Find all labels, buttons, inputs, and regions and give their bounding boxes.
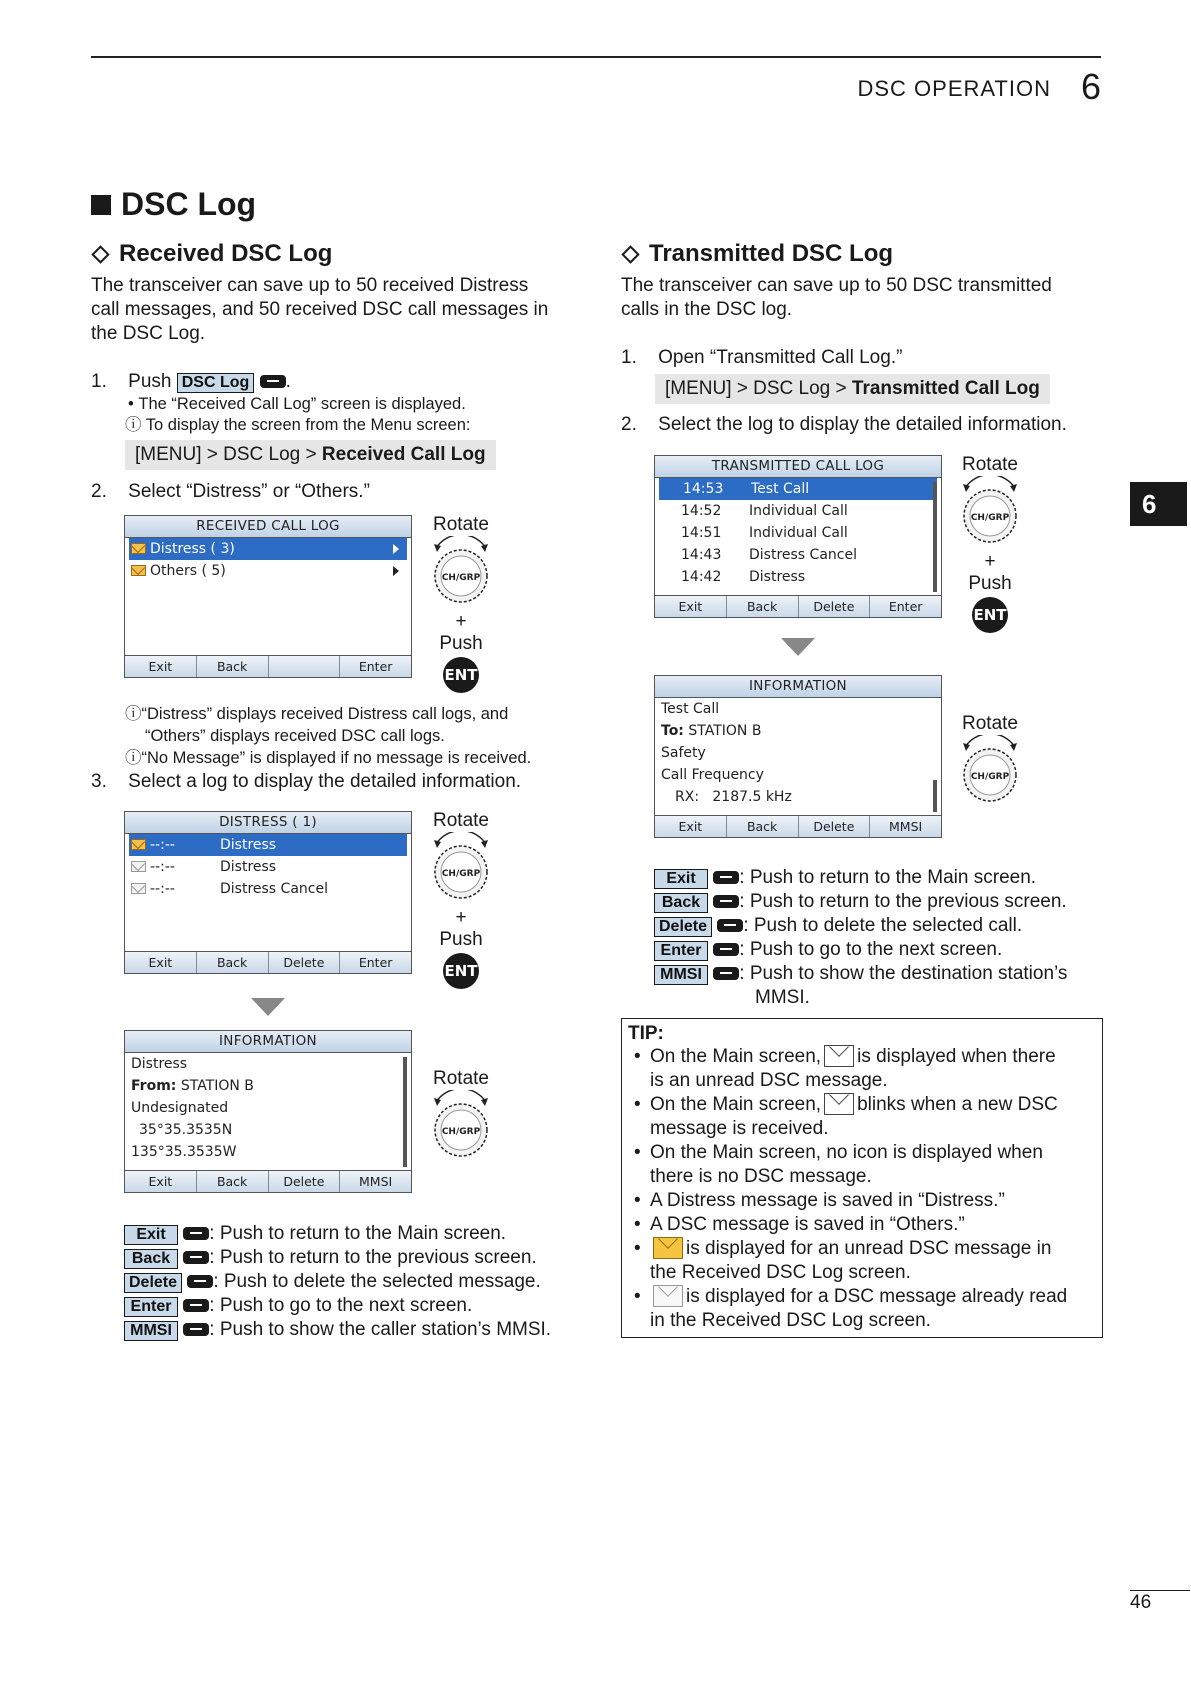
ch-grp-dial-icon[interactable] bbox=[955, 735, 1025, 805]
received-log-heading: Received DSC Log bbox=[91, 240, 332, 268]
ent-button[interactable]: ENT bbox=[972, 597, 1008, 633]
softkey-icon bbox=[717, 919, 743, 932]
back-key[interactable]: Back bbox=[124, 1249, 178, 1269]
tip-item: • A DSC message is saved in “Others.” bbox=[628, 1213, 1096, 1237]
scrollbar[interactable] bbox=[933, 482, 937, 592]
chapter-side-tab: 6 bbox=[1130, 482, 1187, 526]
list-item[interactable]: Others ( 5) bbox=[129, 560, 407, 582]
tip-item: • On the Main screen, blinks when a new DSC message is received. bbox=[628, 1093, 1096, 1141]
delete-key[interactable]: Delete bbox=[124, 1273, 182, 1293]
unread-envelope-icon bbox=[131, 565, 146, 576]
information-screen: INFORMATION Distress From: STATION B Undesignated 35°35.3535N 135°35.3535W Exit Back Delete MMSI bbox=[124, 1030, 412, 1193]
footer-rule bbox=[1130, 1590, 1190, 1591]
back-softkey[interactable]: Back bbox=[196, 656, 268, 677]
ent-button[interactable]: ENT bbox=[443, 657, 479, 693]
ch-grp-dial-icon[interactable] bbox=[426, 1090, 496, 1160]
list-item[interactable]: 14:53 Test Call bbox=[659, 478, 937, 500]
unread-envelope-icon bbox=[131, 839, 146, 850]
right-menu-path: [MENU] > DSC Log > Transmitted Call Log bbox=[655, 374, 1050, 404]
rotate-push-control: Rotate CH/GRP + Push ENT bbox=[426, 810, 496, 989]
delete-key[interactable]: Delete bbox=[654, 917, 712, 937]
transmitted-information-screen: INFORMATION Test Call To: STATION B Safety Call Frequency RX: 2187.5 kHz Exit Back Delete MMSI bbox=[654, 675, 942, 838]
scrollbar[interactable] bbox=[933, 780, 937, 812]
mmsi-softkey[interactable]: MMSI bbox=[339, 1171, 411, 1192]
enter-softkey[interactable]: Enter bbox=[339, 952, 411, 973]
tip-item: • is displayed for an unread DSC message in the Received DSC Log screen. bbox=[628, 1237, 1096, 1285]
transmitted-log-heading: Transmitted DSC Log bbox=[621, 240, 893, 268]
tip-box: TIP: • On the Main screen, is displayed when there is an unread DSC message. • On the Main screen, blinks when a new DSC message is received. • On the Main screen, no icon is displayed when there is no DSC message. • A Distress message is saved in “Distress.” • A DSC message is saved in “Others.” • is displayed for an unread DSC message in the Received DSC Log screen. • is displayed for a DSC message already read in the Received DSC Log screen. bbox=[621, 1018, 1103, 1338]
ch-grp-dial-icon[interactable] bbox=[955, 476, 1025, 546]
scrollbar[interactable] bbox=[403, 1057, 407, 1167]
left-menu-path: [MENU] > DSC Log > Received Call Log bbox=[125, 440, 496, 470]
exit-softkey[interactable]: Exit bbox=[678, 599, 703, 614]
svg-text:CH/GRP: CH/GRP bbox=[441, 1127, 481, 1137]
read-envelope-icon bbox=[131, 861, 146, 872]
ent-button[interactable]: ENT bbox=[443, 953, 479, 989]
svg-text:CH/GRP: CH/GRP bbox=[441, 869, 481, 879]
tip-item: • On the Main screen, is displayed when there is an unread DSC message. bbox=[628, 1045, 1096, 1093]
unread-envelope-icon bbox=[653, 1237, 683, 1259]
dsc-log-key[interactable]: DSC Log bbox=[177, 373, 255, 393]
delete-softkey[interactable]: Delete bbox=[268, 952, 340, 973]
softkey-icon bbox=[183, 1251, 209, 1264]
exit-softkey[interactable]: Exit bbox=[678, 819, 703, 834]
exit-softkey[interactable]: Exit bbox=[148, 659, 173, 674]
list-item[interactable]: 14:42 Distress bbox=[681, 569, 806, 585]
softkey-bar bbox=[125, 1170, 411, 1192]
softkey-bar bbox=[655, 595, 941, 617]
exit-softkey[interactable]: Exit bbox=[148, 955, 173, 970]
distress-list-screen: DISTRESS ( 1) --:-- Distress --:-- Distress --:-- Distress Cancel Exit Back Delete Enter bbox=[124, 811, 412, 974]
received-intro: The transceiver can save up to 50 received Distress call messages, and 50 received DSC call messages in the DSC Log. bbox=[91, 275, 549, 344]
softkey-icon bbox=[713, 967, 739, 980]
info-icon: ⓘ bbox=[125, 416, 142, 434]
delete-softkey[interactable]: Delete bbox=[798, 816, 870, 837]
softkey-icon bbox=[713, 943, 739, 956]
exit-key[interactable]: Exit bbox=[654, 869, 708, 889]
list-item[interactable]: --:-- Distress bbox=[129, 834, 407, 856]
softkey-icon bbox=[713, 895, 739, 908]
diamond-icon bbox=[91, 245, 109, 263]
read-envelope-icon bbox=[131, 883, 146, 894]
transmitted-call-log-screen: TRANSMITTED CALL LOG 14:53 Test Call 14:52 Individual Call 14:51 Individual Call 14:43 Distress Cancel 14:42 Distress Exit Back Delete Enter bbox=[654, 455, 942, 618]
tip-item: • On the Main screen, no icon is displayed when there is no DSC message. bbox=[628, 1141, 1096, 1189]
diamond-icon bbox=[621, 245, 639, 263]
list-item[interactable]: --:-- Distress Cancel bbox=[129, 878, 407, 900]
arrow-right-icon bbox=[393, 544, 399, 554]
rotate-push-control: Rotate CH/GRP + Push ENT bbox=[955, 454, 1025, 633]
svg-text:CH/GRP: CH/GRP bbox=[970, 513, 1010, 523]
ch-grp-dial-icon[interactable] bbox=[426, 832, 496, 902]
mmsi-key[interactable]: MMSI bbox=[124, 1321, 178, 1341]
info-icon: ⓘ bbox=[125, 749, 142, 767]
empty-softkey bbox=[268, 656, 340, 677]
rotate-control: Rotate CH/GRP bbox=[426, 1068, 496, 1165]
softkey-bar bbox=[655, 815, 941, 837]
softkey-icon bbox=[713, 871, 739, 884]
softkey-icon bbox=[183, 1227, 209, 1240]
enter-key[interactable]: Enter bbox=[124, 1297, 178, 1317]
mmsi-key[interactable]: MMSI bbox=[654, 965, 708, 985]
exit-softkey[interactable]: Exit bbox=[148, 1174, 173, 1189]
read-envelope-icon bbox=[653, 1285, 683, 1307]
list-item[interactable]: --:-- Distress bbox=[129, 856, 407, 878]
received-call-log-screen: RECEIVED CALL LOG Distress ( 3) Others ( 5) Exit Back Enter bbox=[124, 515, 412, 678]
back-softkey[interactable]: Back bbox=[196, 952, 268, 973]
arrow-right-icon bbox=[393, 566, 399, 576]
list-item[interactable]: 14:52 Individual Call bbox=[681, 503, 848, 519]
right-step2: 2. Select the log to display the detailed information. bbox=[621, 414, 1067, 435]
svg-text:CH/GRP: CH/GRP bbox=[970, 772, 1010, 782]
softkey-bar bbox=[125, 655, 411, 677]
left-info-b: ⓘ“No Message” is displayed if no message is received. bbox=[125, 749, 532, 767]
right-key-legend: Exit : Push to return to the Main screen. Back : Push to return to the previous screen. Delete : Push to delete the selected call. Enter : Push to go to the next screen. MMSI : Push to show the destination station’s MMSI. bbox=[654, 866, 1067, 1010]
left-info-a2: “Others” displays received DSC call logs. bbox=[145, 727, 445, 745]
exit-key[interactable]: Exit bbox=[124, 1225, 178, 1245]
square-bullet-icon bbox=[91, 195, 111, 215]
enter-softkey[interactable]: Enter bbox=[339, 656, 411, 677]
back-softkey[interactable]: Back bbox=[726, 816, 798, 837]
right-step1: 1. Open “Transmitted Call Log.” bbox=[621, 347, 903, 368]
back-softkey[interactable]: Back bbox=[196, 1171, 268, 1192]
left-key-legend: Exit : Push to return to the Main screen. Back : Push to return to the previous screen. Delete : Push to delete the selected message. Enter : Push to go to the next screen. MMSI : Push to show the caller station’s MMSI. bbox=[124, 1222, 551, 1342]
softkey-icon bbox=[183, 1323, 209, 1336]
delete-softkey[interactable]: Delete bbox=[798, 596, 870, 617]
softkey-icon bbox=[187, 1275, 213, 1288]
softkey-icon bbox=[260, 375, 286, 388]
section-title: DSC OPERATION bbox=[857, 76, 1051, 101]
ch-grp-dial-icon[interactable] bbox=[426, 536, 496, 606]
left-step1: 1. Push DSC Log . bbox=[91, 371, 291, 392]
list-item[interactable]: 14:51 Individual Call bbox=[681, 525, 848, 541]
list-item[interactable]: Distress ( 3) bbox=[129, 538, 407, 560]
info-icon: ⓘ bbox=[125, 705, 142, 723]
softkey-bar bbox=[125, 951, 411, 973]
page-title: DSC Log bbox=[91, 186, 256, 223]
left-step3: 3. Select a log to display the detailed information. bbox=[91, 771, 522, 792]
back-softkey[interactable]: Back bbox=[726, 596, 798, 617]
transmitted-intro: The transceiver can save up to 50 DSC transmitted calls in the DSC log. bbox=[621, 275, 1052, 320]
down-arrow-icon bbox=[781, 638, 815, 656]
header-rule bbox=[91, 56, 1101, 58]
enter-softkey[interactable]: Enter bbox=[869, 596, 941, 617]
unread-envelope-icon bbox=[131, 543, 146, 554]
down-arrow-icon bbox=[251, 998, 285, 1016]
rotate-push-control: Rotate CH/GRP + Push ENT bbox=[426, 514, 496, 693]
delete-softkey[interactable]: Delete bbox=[268, 1171, 340, 1192]
mmsi-softkey[interactable]: MMSI bbox=[869, 816, 941, 837]
envelope-icon bbox=[824, 1093, 854, 1115]
page-number: 46 bbox=[1130, 1592, 1152, 1613]
softkey-icon bbox=[183, 1299, 209, 1312]
enter-key[interactable]: Enter bbox=[654, 941, 708, 961]
left-info-a: ⓘ“Distress” displays received Distress call logs, and bbox=[125, 705, 509, 723]
svg-text:CH/GRP: CH/GRP bbox=[441, 573, 481, 583]
list-item[interactable]: 14:43 Distress Cancel bbox=[681, 547, 857, 563]
left-step1-info: ⓘ To display the screen from the Menu screen: bbox=[125, 416, 471, 434]
envelope-icon bbox=[824, 1045, 854, 1067]
rotate-control: Rotate CH/GRP bbox=[955, 713, 1025, 810]
tip-item: • is displayed for a DSC message already read in the Received DSC Log screen. bbox=[628, 1285, 1096, 1333]
chapter-number: 6 bbox=[1080, 66, 1101, 107]
tip-item: • A Distress message is saved in “Distress.” bbox=[628, 1189, 1096, 1213]
left-step1-bullet: • The “Received Call Log” screen is displayed. bbox=[128, 395, 466, 413]
left-step2: 2. Select “Distress” or “Others.” bbox=[91, 481, 370, 502]
back-key[interactable]: Back bbox=[654, 893, 708, 913]
